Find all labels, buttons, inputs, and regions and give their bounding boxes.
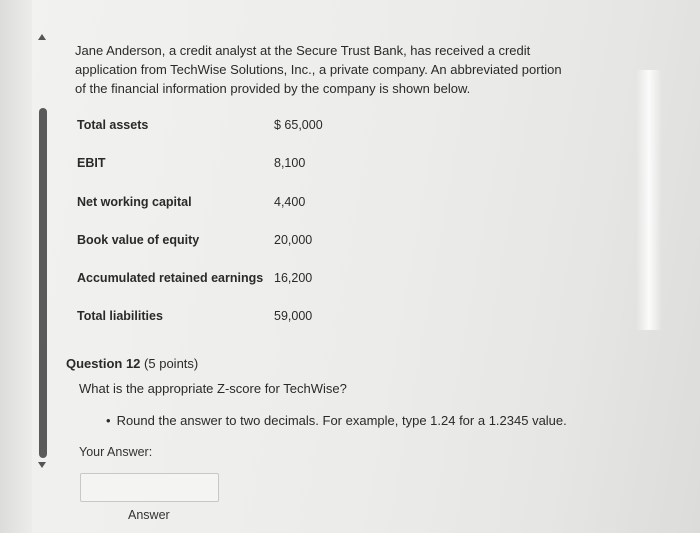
label-accumulated-retained-earnings: Accumulated retained earnings [77,271,264,285]
screen-glare [636,70,662,330]
answer-button[interactable]: Answer [128,508,170,522]
question-title [66,356,198,371]
value-total-liabilities: 59,000 [274,309,313,323]
scroll-up-icon[interactable] [38,34,46,40]
label-ebit: EBIT [77,156,106,170]
value-net-working-capital: 4,400 [274,195,306,209]
answer-label: Your Answer: [79,445,153,459]
value-accumulated-retained-earnings: 16,200 [274,271,313,285]
value-total-assets: $ 65,000 [274,118,323,132]
question-number: Question 12 [66,356,141,371]
scrollbar-thumb[interactable] [39,108,47,458]
question-text: What is the appropriate Z-score for TechWise? [79,381,347,396]
left-edge [0,0,32,533]
label-total-liabilities: Total liabilities [77,309,163,323]
label-total-assets: Total assets [77,118,149,132]
value-book-value-equity: 20,000 [274,233,313,247]
instruction-text: Round the answer to two decimals. For example, type 1.24 for a 1.2345 value. [116,413,567,428]
label-book-value-equity: Book value of equity [77,233,200,247]
instruction-item [106,413,567,428]
bullet-dot-icon: • [106,413,111,428]
value-ebit: 8,100 [274,156,306,170]
question-points: (5 points) [144,356,199,371]
intro-paragraph: Jane Anderson, a credit analyst at the Secure Trust Bank, has received a credit application from TechWise Solutions, Inc., a private company. An abbreviated portion of the financial information provided by the company is shown below. [75,43,562,96]
answer-input[interactable] [80,473,219,502]
scroll-down-icon[interactable] [38,462,46,468]
label-net-working-capital: Net working capital [77,195,192,209]
